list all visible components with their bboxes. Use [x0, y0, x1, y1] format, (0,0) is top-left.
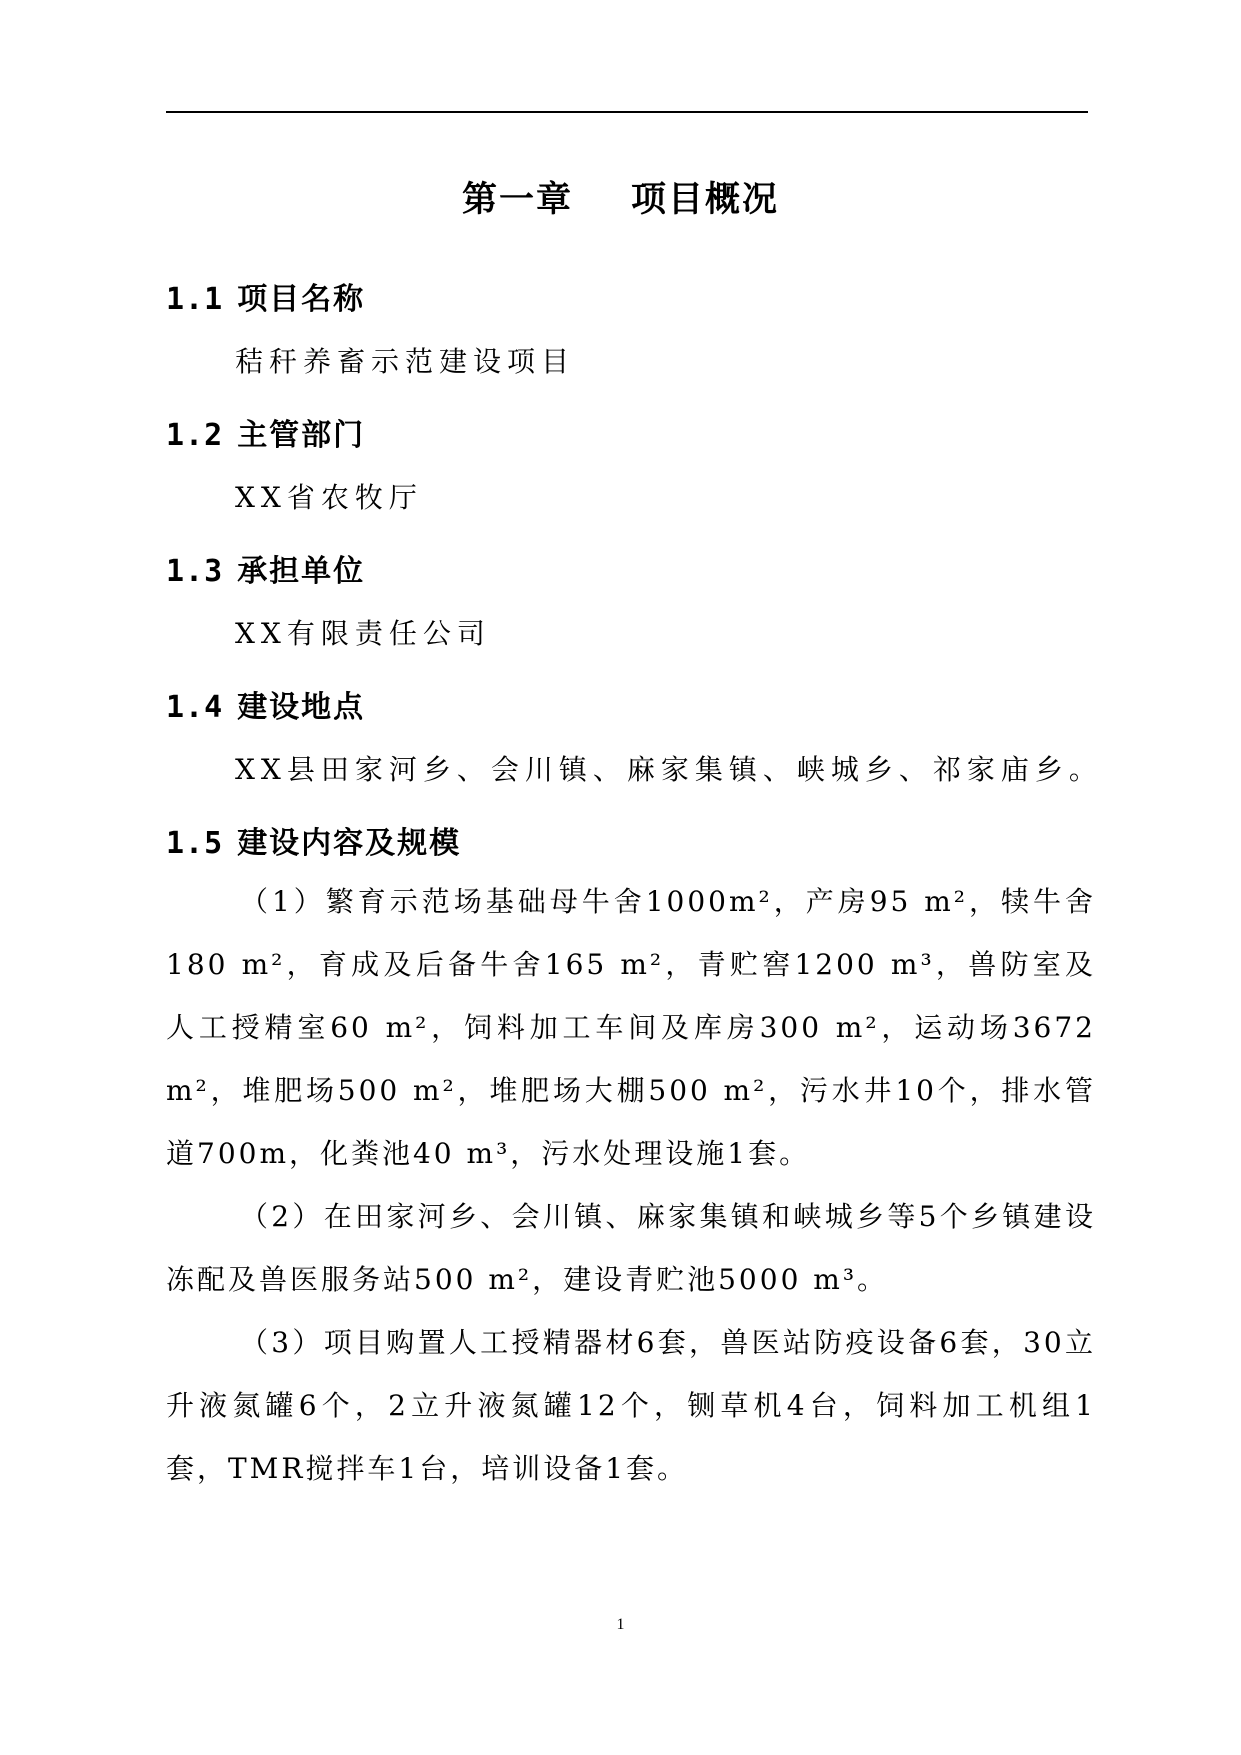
section-title: 项目名称: [237, 282, 366, 317]
section-heading-scope: [166, 818, 461, 862]
section-number: 1.3: [166, 554, 224, 589]
section-heading-undertaker: [166, 546, 365, 590]
header-rule: [166, 111, 1088, 113]
section-number: 1.1: [166, 282, 224, 317]
section-heading-project-name: [166, 274, 365, 318]
chapter-name: 项目概况: [631, 180, 780, 220]
chapter-label: 第一章: [461, 180, 573, 220]
section-heading-location: [166, 682, 365, 726]
scope-paragraph-3: （3）项目购置人工授精器材6套，兽医站防疫设备6套，30立升液氮罐6个，2立升液氮罐12个，铡草机4台，饲料加工机组1套，TMR搅拌车1台，培训设备1套。: [166, 1326, 1096, 1485]
chapter-title: [0, 172, 1241, 222]
section-value-undertaker: XX有限责任公司: [235, 617, 491, 650]
section-number: 1.2: [166, 418, 224, 453]
scope-paragraph-1: （1）繁育示范场基础母牛舍1000m²，产房95 m²，犊牛舍180 m²，育成及后备牛舍165 m²，青贮窖1200 m³，兽防室及人工授精室60 m²，饲料加工车间及库房300 m²，运动场3672 m²，堆肥场500 m²，堆肥场大棚500 m²，污水井10个，排水管道700m，化粪池40 m³，污水处理设施1套。: [166, 885, 1096, 1170]
section-title: 主管部门: [237, 418, 366, 453]
section-title: 建设地点: [237, 690, 366, 725]
section-number: 1.4: [166, 690, 224, 725]
section-number: 1.5: [166, 826, 224, 861]
page-number: 1: [616, 1616, 625, 1633]
scope-paragraph-2: （2）在田家河乡、会川镇、麻家集镇和峡城乡等5个乡镇建设冻配及兽医服务站500 m²，建设青贮池5000 m³。: [166, 1200, 1096, 1296]
section-title: 建设内容及规模: [237, 826, 462, 861]
section-title: 承担单位: [237, 554, 366, 589]
section-value-authority: XX省农牧厅: [235, 481, 423, 514]
section-heading-authority: [166, 410, 365, 454]
section-value-location: XX县田家河乡、会川镇、麻家集镇、峡城乡、祁家庙乡。: [235, 753, 1103, 786]
section-value-project-name: 秸秆养畜示范建设项目: [235, 345, 576, 378]
